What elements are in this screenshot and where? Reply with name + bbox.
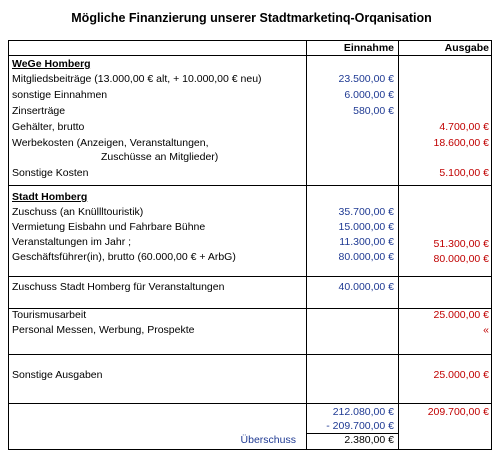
- row-label: Sonstige Kosten: [12, 167, 89, 179]
- row-expense: 25.000,00 €: [433, 309, 489, 321]
- expense-total: 209.700,00 €: [427, 406, 489, 418]
- header-expense: Ausgabe: [444, 42, 489, 54]
- minus-expense: - 209.700,00 €: [326, 420, 394, 432]
- row-label: Geschäftsführer(in), brutto (60.000,00 € + ArbG): [12, 251, 236, 263]
- row-label: Zuschuss Stadt Homberg für Veranstaltungen: [12, 281, 225, 293]
- row-income: 80.000,00 €: [338, 251, 394, 263]
- row-income: 40.000,00 €: [338, 281, 394, 293]
- row-income: 580,00 €: [353, 105, 394, 117]
- surplus-value: 2.380,00 €: [344, 434, 394, 446]
- row-label: Werbekosten (Anzeigen, Veranstaltungen,: [12, 137, 209, 149]
- row-label: Veranstaltungen im Jahr ;: [12, 236, 132, 248]
- row-income: 23.500,00 €: [338, 73, 394, 85]
- header-income: Einnahme: [343, 42, 394, 54]
- row-label: Zuschuss (an Knüllltouristik): [12, 206, 144, 218]
- section-heading-wege: WeGe Homberg: [12, 58, 91, 70]
- section-divider-wege: [9, 185, 491, 186]
- row-label: Zinserträge: [12, 105, 66, 117]
- row-label: sonstige Einnahmen: [12, 89, 108, 101]
- section-heading-stadt: Stadt Homberg: [12, 191, 88, 203]
- surplus-label: Überschuss: [240, 434, 296, 446]
- row-expense: 25.000,00 €: [433, 369, 489, 381]
- income-total: 212.080,00 €: [332, 406, 394, 418]
- column-divider-income: [306, 41, 307, 449]
- row-expense: 51.300,00 €: [433, 238, 489, 250]
- row-label: Tourismusarbeit: [12, 309, 87, 321]
- page-title: Mögliche Finanzierung unserer Stadtmarketinq-Orqanisation: [71, 11, 432, 25]
- section-divider-stadt: [9, 276, 491, 277]
- row-label: Mitgliedsbeiträge (13.000,00 € alt, + 10.000,00 € neu): [12, 73, 262, 85]
- row-income: 6.000,00 €: [344, 89, 394, 101]
- row-income: 15.000,00 €: [338, 221, 394, 233]
- row-expense: 5.100,00 €: [439, 167, 489, 179]
- row-expense: 4.700,00 €: [439, 121, 489, 133]
- section-divider-tourismus: [9, 354, 491, 355]
- row-income: 11.300,00 €: [339, 236, 394, 248]
- row-label: Sonstige Ausgaben: [12, 369, 103, 381]
- row-expense: «: [483, 324, 489, 336]
- row-expense: 80.000,00 €: [433, 253, 489, 265]
- row-label-continuation: Zuschüsse an Mitglieder): [101, 151, 219, 163]
- row-label: Personal Messen, Werbung, Prospekte: [12, 324, 195, 336]
- finance-table: [8, 40, 492, 450]
- row-label: Vermietung Eisbahn und Fahrbare Bühne: [12, 221, 206, 233]
- row-label: Gehälter, brutto: [12, 121, 85, 133]
- header-divider: [9, 55, 491, 56]
- row-income: 35.700,00 €: [338, 206, 394, 218]
- section-divider-sonstige: [9, 403, 491, 404]
- column-divider-expense: [398, 41, 399, 449]
- row-expense: 18.600,00 €: [433, 137, 489, 149]
